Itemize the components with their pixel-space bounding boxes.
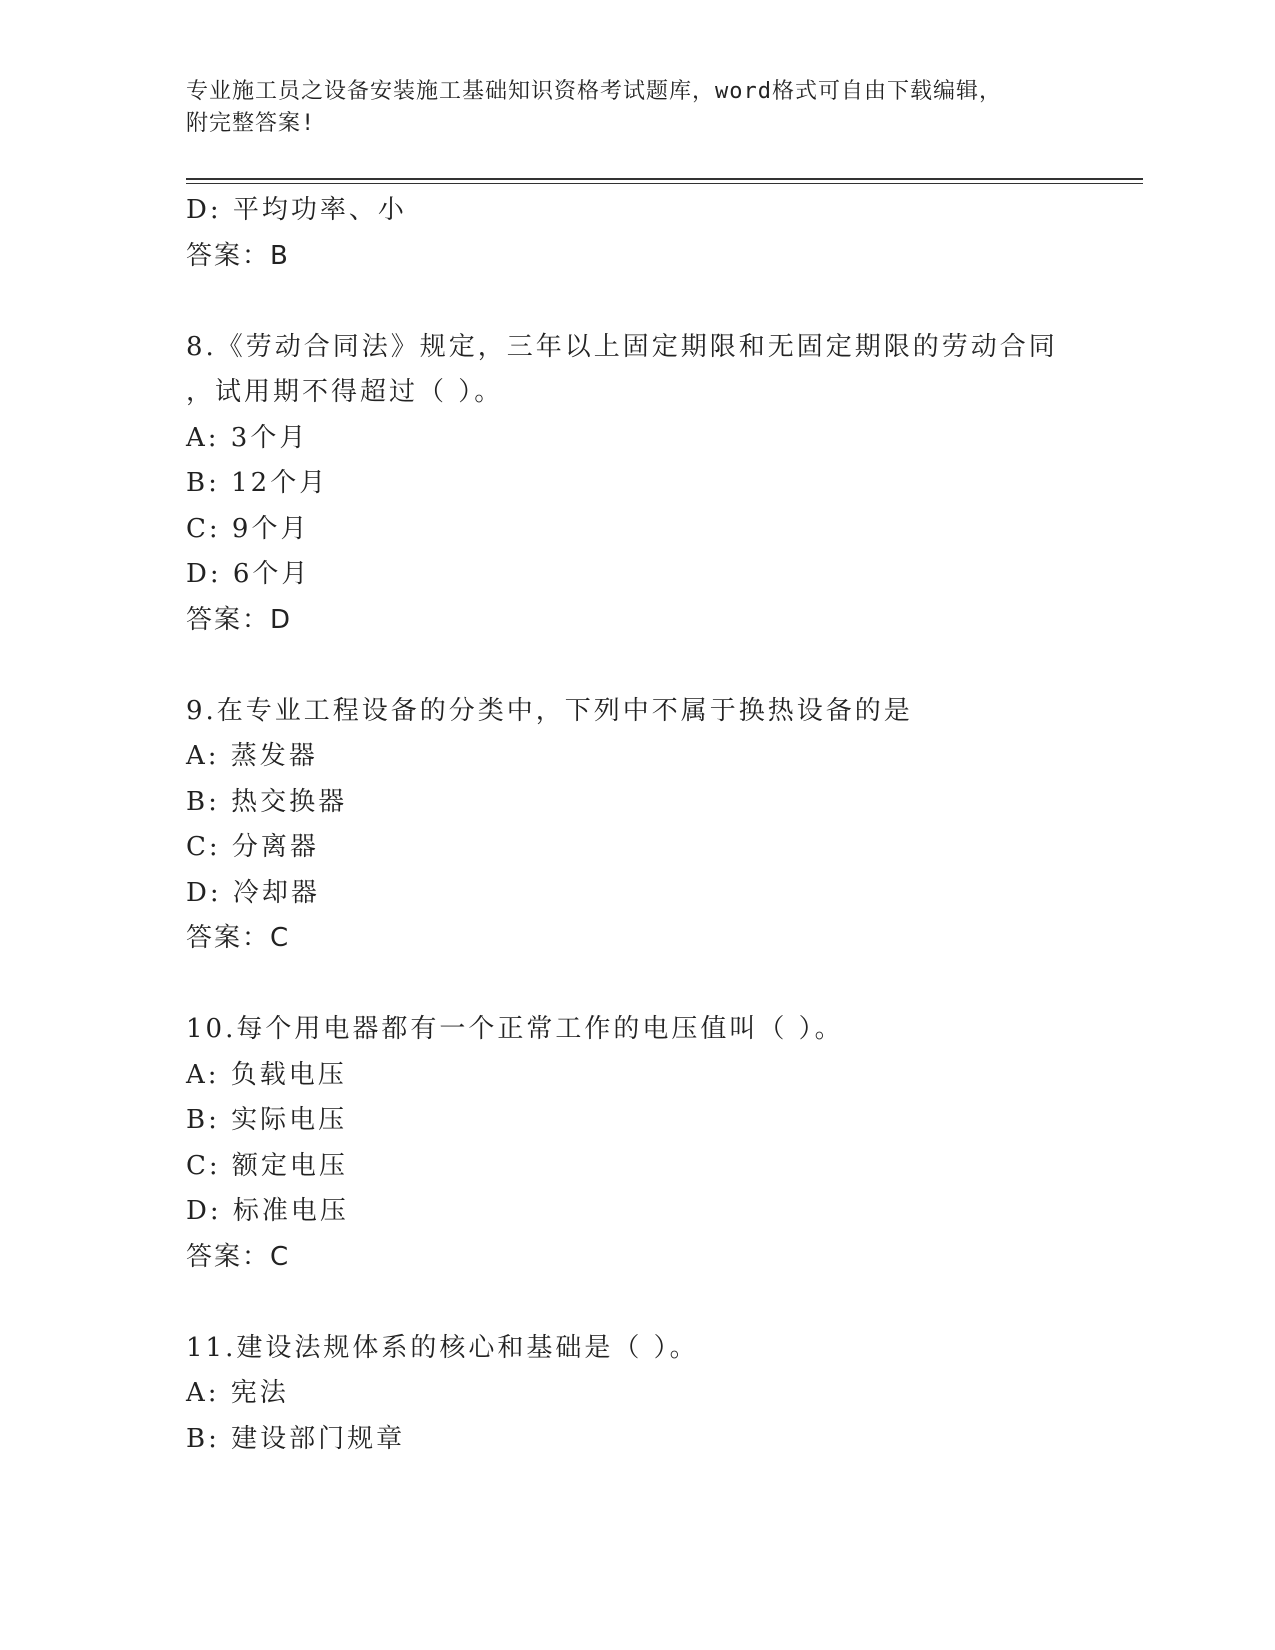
option-b: B: 实际电压 — [186, 1105, 348, 1135]
spacer — [186, 643, 1146, 689]
question-8 — [186, 325, 1146, 644]
option-a: A: 蒸发器 — [186, 741, 318, 771]
option-a: A: 3个月 — [186, 422, 309, 453]
question-10 — [186, 1007, 1146, 1280]
question-list — [186, 188, 1146, 1462]
question-11 — [186, 1326, 1146, 1463]
spacer — [186, 1280, 1146, 1326]
answer-line: 答案：B — [186, 240, 290, 271]
option-a: A: 负载电压 — [186, 1059, 347, 1090]
question-stem: 9.在专业工程设备的分类中，下列中不属于换热设备的是 — [186, 695, 913, 726]
question-stem-continued: ，试用期不得超过（ ）。 — [186, 377, 504, 407]
question-stem: 11.建设法规体系的核心和基础是（ ）。 — [186, 1332, 699, 1363]
option-c: C: 额定电压 — [186, 1150, 348, 1181]
option-c: C: 9个月 — [186, 513, 310, 544]
header-line-1: 专业施工员之设备安装施工基础知识资格考试题库，word格式可自由下载编辑， — [186, 79, 1002, 104]
option-a: A: 宪法 — [186, 1378, 289, 1408]
question-7-fragment — [186, 188, 1146, 279]
option-d: D: 标准电压 — [186, 1196, 349, 1226]
header-divider-thick — [186, 178, 1143, 180]
header-line-2: 附完整答案! — [186, 111, 316, 136]
question-stem: 10.每个用电器都有一个正常工作的电压值叫（ ）。 — [186, 1014, 844, 1044]
option-d: D: 平均功率、小 — [186, 195, 407, 225]
option-b: B: 建设部门规章 — [186, 1423, 406, 1454]
answer-line: 答案：C — [186, 1241, 291, 1272]
answer-line: 答案：D — [186, 604, 293, 635]
option-d: D: 6个月 — [186, 559, 311, 589]
option-b: B: 热交换器 — [186, 786, 348, 817]
spacer — [186, 279, 1146, 325]
answer-line: 答案：C — [186, 923, 291, 953]
header-divider-thin — [186, 183, 1143, 184]
question-stem: 8.《劳动合同法》规定，三年以上固定期限和无固定期限的劳动合同 — [186, 331, 1058, 362]
option-b: B: 12个月 — [186, 468, 329, 498]
option-c: C: 分离器 — [186, 832, 319, 862]
spacer — [186, 962, 1146, 1008]
question-9 — [186, 689, 1146, 962]
option-d: D: 冷却器 — [186, 877, 320, 908]
document-header — [186, 76, 1086, 140]
